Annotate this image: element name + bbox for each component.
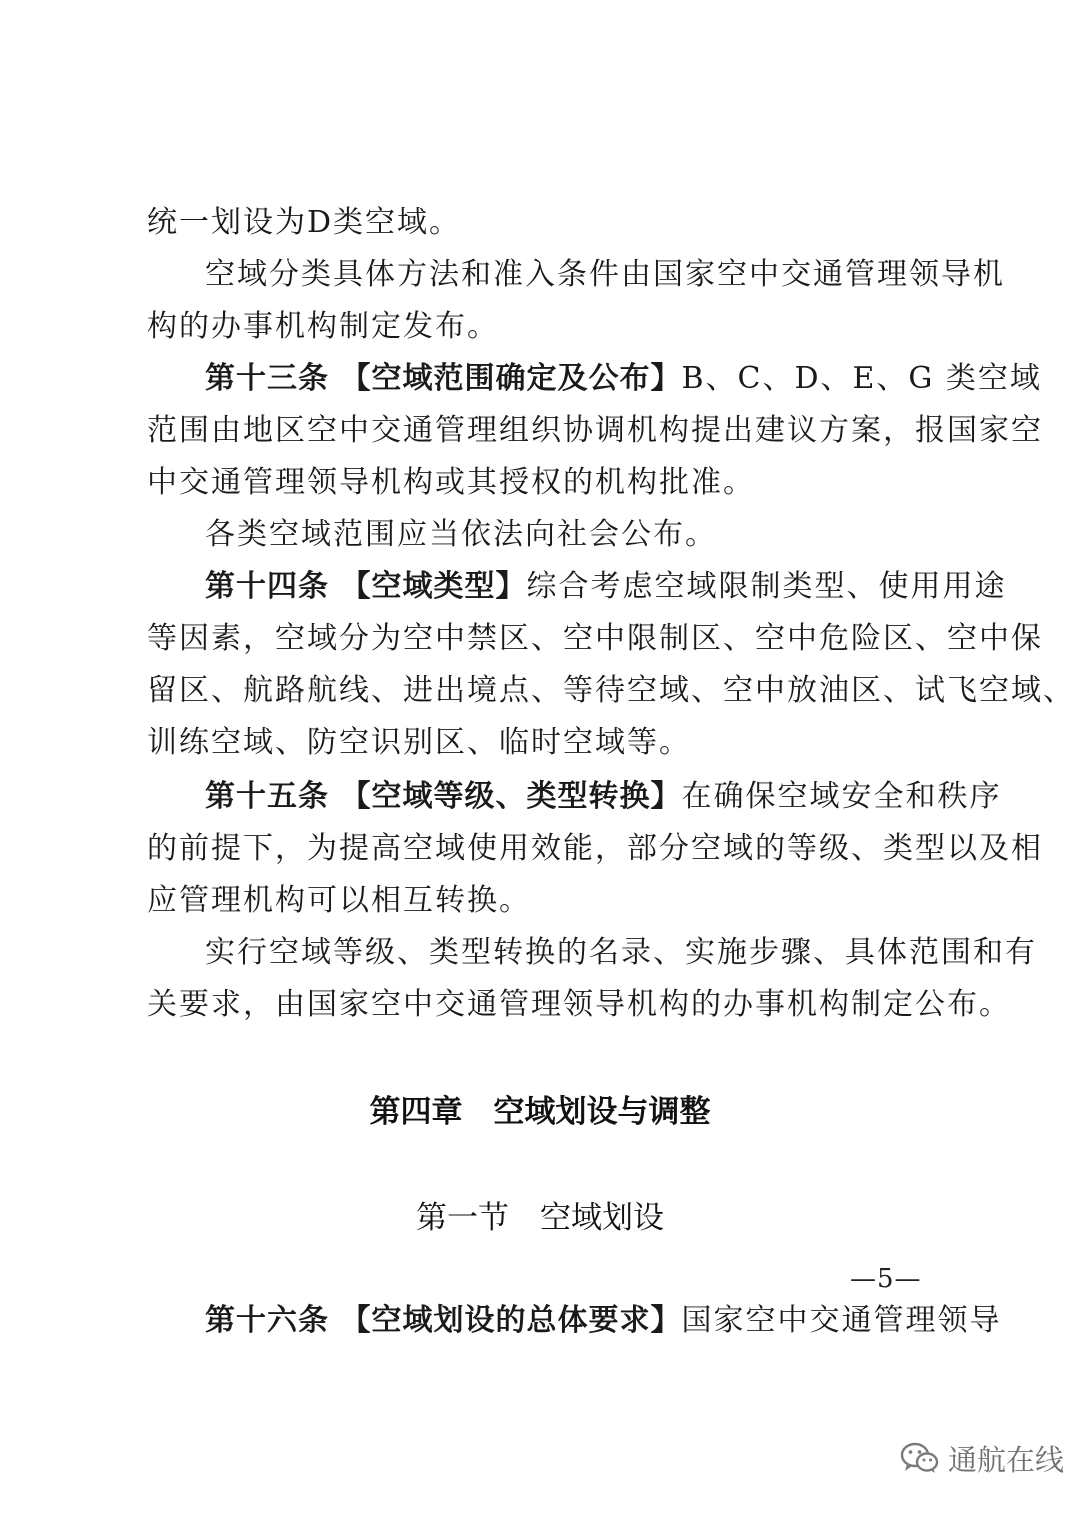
- text-line: 的前提下，为提高空域使用效能，部分空域的等级、类型以及相: [147, 831, 1043, 866]
- article-13-heading: 第十三条 【空域范围确定及公布】: [205, 361, 682, 396]
- text-line: 实行空域等级、类型转换的名录、实施步骤、具体范围和有: [205, 935, 1037, 970]
- page-number: —5—: [850, 1264, 922, 1294]
- text-line: 关要求，由国家空中交通管理领导机构的办事机构制定公布。: [147, 987, 1011, 1022]
- text-line: 等因素，空域分为空中禁区、空中限制区、空中危险区、空中保: [147, 621, 1043, 656]
- text-line: 留区、航路航线、进出境点、等待空域、空中放油区、试飞空域、: [147, 673, 1075, 708]
- text-line: 训练空域、防空识别区、临时空域等。: [147, 725, 691, 760]
- text-line: 空域分类具体方法和准入条件由国家空中交通管理领导机: [205, 257, 1005, 292]
- wechat-icon: [900, 1441, 940, 1475]
- article-15: 第十五条 【空域等级、类型转换】在确保空域安全和秩序: [205, 779, 1002, 814]
- article-14-heading: 第十四条 【空域类型】: [205, 569, 527, 604]
- watermark: [900, 1438, 1064, 1478]
- article-15-heading: 第十五条 【空域等级、类型转换】: [205, 779, 682, 814]
- watermark-text: 通航在线: [948, 1442, 1065, 1477]
- text-line: 统一划设为D类空域。: [147, 205, 462, 240]
- text-line: 范围由地区空中交通管理组织协调机构提出建议方案，报国家空: [147, 413, 1043, 448]
- article-13: 第十三条 【空域范围确定及公布】B、C、D、E、G 类空域: [205, 361, 1042, 396]
- article-16: 第十六条 【空域划设的总体要求】国家空中交通管理领导: [205, 1303, 1002, 1338]
- section-title: 第一节 空域划设: [416, 1200, 664, 1236]
- chapter-title: 第四章 空域划设与调整: [369, 1094, 711, 1130]
- text-line: 构的办事机构制定发布。: [147, 309, 499, 344]
- text-line: 各类空域范围应当依法向社会公布。: [205, 517, 717, 552]
- text-line: 中交通管理领导机构或其授权的机构批准。: [147, 465, 755, 500]
- article-14: 第十四条 【空域类型】综合考虑空域限制类型、使用用途: [205, 569, 1007, 604]
- article-16-heading: 第十六条 【空域划设的总体要求】: [205, 1303, 682, 1338]
- text-line: 应管理机构可以相互转换。: [147, 883, 531, 918]
